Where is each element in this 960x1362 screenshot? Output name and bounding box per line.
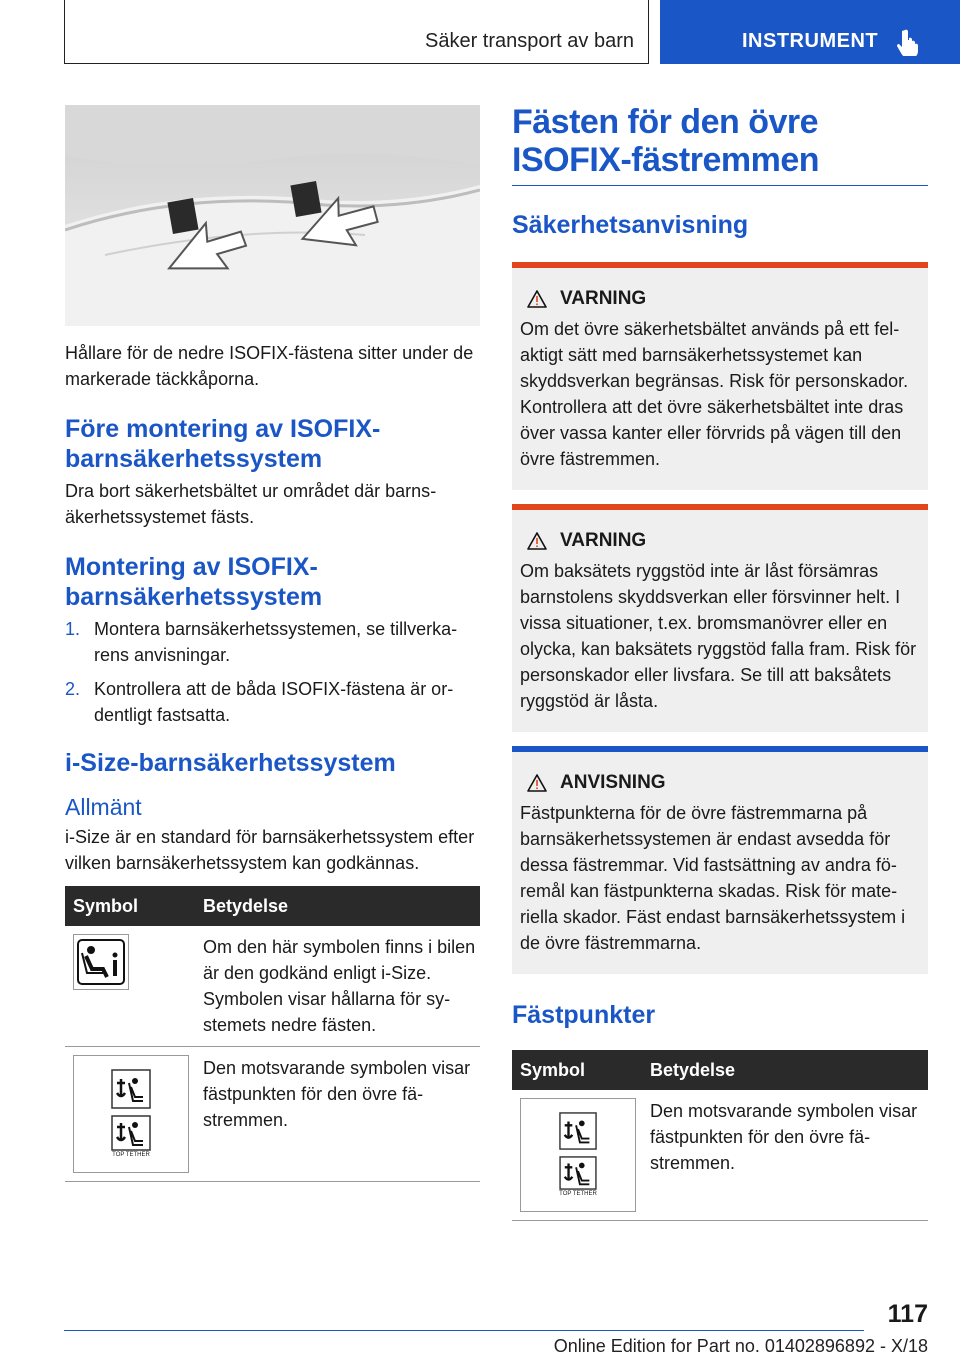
column-header-betydelse: Betydelse (193, 886, 480, 926)
left-column (65, 105, 480, 1182)
heading-montering: Montering av ISOFIX-barnsäkerhetssystem (65, 553, 323, 611)
warning-text: Om baksätets ryggstöd inte är låst försämras barnstolens skyddsverkan eller försvinner helt. I vissa situationer, t.ex. bromsmanövrer eller en olycka, kan baksätets ryggstöd falla fram. Risk för personskador eller livsfara. Se till att baksåtets ryggstöd är låsta. (520, 561, 917, 711)
footer-edition: Online Edition for Part no. 01402896892 - X/18 (553, 1336, 928, 1356)
isize-symbol-table (65, 886, 480, 1182)
paragraph-allmant: i-Size är en standard för barnsäkerhetssystem efter vilken barnsäkerhetssystem kan godkännas. (65, 827, 475, 873)
notice-title: ANVISNING (560, 772, 666, 793)
notice-box (512, 746, 928, 974)
step-number: 1. (65, 619, 81, 639)
header-chapter-tab[interactable] (660, 0, 960, 64)
list-item (65, 676, 480, 728)
warning-text: Om det övre säkerhetsbältet används på ett felaktigt sätt med barnsäkerhetssystemet kan skyddsverkan begränsas. Risk för personskador. Kontrollera att det övre säkerhetsbältet inte dras över vassa kanter eller förvrids på vägen till den övre fästremmen. (520, 319, 909, 469)
top-tether-symbol (73, 1055, 189, 1173)
column-header-symbol: Symbol (512, 1050, 640, 1090)
top-tether-label: TOP TETHER (112, 1152, 150, 1158)
list-item (65, 616, 480, 668)
notice-text: Fästpunkterna för de övre fästremmarna på barnsäkerhetssystemen är endast avsedda för dessa fästremmar. Vid fastsättning av andra föremål kan fästpunkterna skadas. Risk för materiella skador. Fäst endast barnsäkerhetssystem i de övre fästremmarna. (520, 803, 906, 953)
table-row (65, 1047, 480, 1182)
top-tether-symbol (520, 1098, 636, 1212)
title-divider (512, 185, 928, 186)
montering-steps (65, 616, 480, 728)
right-column (512, 103, 928, 1221)
notice-triangle-icon (526, 773, 548, 793)
isofix-seat-photo (65, 105, 480, 326)
isize-child-seat-icon (73, 934, 129, 990)
footer-divider (64, 1330, 864, 1331)
pointing-hand-icon (896, 28, 920, 56)
warning-box (512, 262, 928, 490)
heading-fore-montering: Före montering av ISOFIX-barnsäkerhetssystem (65, 415, 381, 473)
fastpunkter-symbol-table (512, 1050, 928, 1221)
table-row (512, 1090, 928, 1221)
tether-anchor-icon (558, 1112, 598, 1150)
header-chapter-label: INSTRUMENT (742, 30, 879, 52)
page-number: 117 (887, 1300, 928, 1328)
table-cell: Om den här symbolen finns i bilen är den godkänd enligt i-Size. Symbolen visar hållarna för systemets nedre fästen. (193, 926, 480, 1047)
tether-seat-icon (111, 1115, 151, 1151)
top-tether-label: TOP TETHER (559, 1191, 597, 1197)
table-cell: Den motsvarande symbolen visar fästpunkten för den övre fästremmen. (193, 1047, 480, 1182)
table-row (65, 926, 480, 1047)
header-section-title: Säker transport av barn (425, 30, 634, 52)
heading-isize: i-Size-barnsäkerhetssystem (65, 749, 396, 777)
header-section-box (64, 0, 649, 64)
heading-allmant: Allmänt (65, 794, 142, 820)
page-title: Fästen för den övre ISOFIX-fästremmen (512, 103, 820, 179)
step-number: 2. (65, 679, 81, 699)
warning-triangle-icon (526, 531, 548, 551)
warning-triangle-icon (526, 289, 548, 309)
tether-seat-icon (558, 1156, 598, 1190)
step-text: Kontrollera att de båda ISOFIX-fästena är ordentligt fastsatta. (94, 679, 454, 725)
warning-title: VARNING (560, 288, 647, 309)
warning-box (512, 504, 928, 732)
heading-fastpunkter: Fästpunkter (512, 1001, 656, 1029)
heading-sakerhetsanvisning: Säkerhetsanvisning (512, 211, 749, 239)
step-text: Montera barnsäkerhetssystemen, se tillverkarens anvisningar. (94, 619, 458, 665)
warning-title: VARNING (560, 530, 647, 551)
table-cell: Den motsvarande symbolen visar fästpunkten för den övre fästremmen. (640, 1090, 928, 1221)
column-header-symbol: Symbol (65, 886, 193, 926)
photo-caption: Hållare för de nedre ISOFIX-fästena sitter under de markerade täckkåporna. (65, 343, 474, 389)
paragraph-fore-montering: Dra bort säkerhetsbältet ur området där barnsäkerhetssystemet fästs. (65, 481, 437, 527)
tether-anchor-icon (111, 1069, 151, 1109)
column-header-betydelse: Betydelse (640, 1050, 928, 1090)
